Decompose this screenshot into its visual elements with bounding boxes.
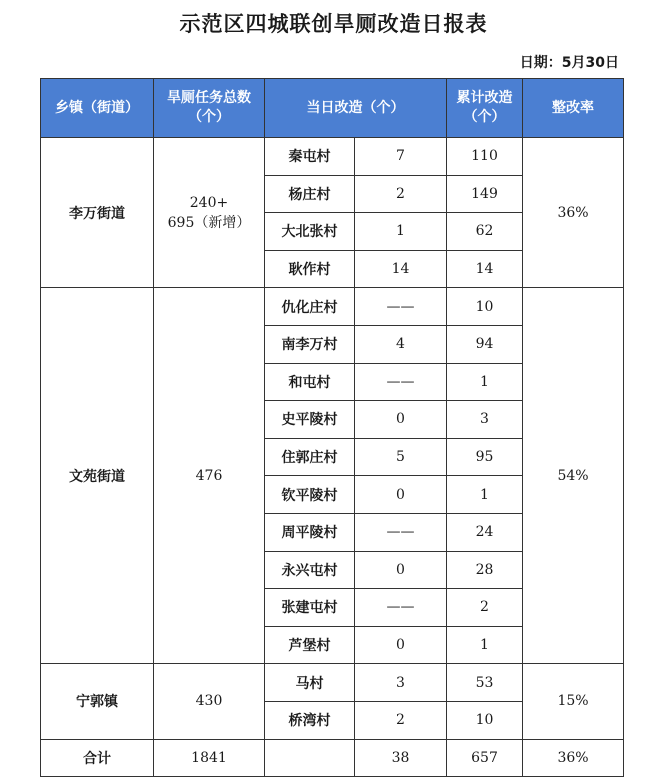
- cumulative-count-cell: 2: [447, 589, 523, 627]
- village-name-cell: 杨庄村: [265, 175, 355, 213]
- village-name-cell: 永兴屯村: [265, 551, 355, 589]
- table-row: [41, 664, 624, 702]
- village-name-cell: 史平陵村: [265, 401, 355, 439]
- cumulative-count-cell: 10: [447, 288, 523, 326]
- cumulative-count-cell: 14: [447, 250, 523, 288]
- total-task-cell: 1841: [154, 739, 265, 777]
- cumulative-count-cell: 1: [447, 363, 523, 401]
- cumulative-count-cell: 1: [447, 626, 523, 664]
- village-name-cell: 周平陵村: [265, 513, 355, 551]
- rectification-rate-cell: 15%: [523, 664, 624, 739]
- report-date: 日期：5月30日: [519, 55, 619, 71]
- header-rate: 整改率: [523, 79, 624, 138]
- daily-count-cell: 2: [355, 175, 447, 213]
- report-title: 示范区四城联创旱厕改造日报表: [179, 12, 488, 36]
- daily-count-cell: ——: [355, 363, 447, 401]
- village-name-cell: 钦平陵村: [265, 476, 355, 514]
- daily-count-cell: 0: [355, 551, 447, 589]
- task-total-cell: 430: [154, 664, 265, 739]
- total-daily-cell: 38: [355, 739, 447, 777]
- village-name-cell: 南李万村: [265, 325, 355, 363]
- total-cumulative-cell: 657: [447, 739, 523, 777]
- town-cell: 李万街道: [41, 138, 154, 288]
- daily-count-cell: 7: [355, 138, 447, 176]
- daily-count-cell: 14: [355, 250, 447, 288]
- daily-count-cell: 0: [355, 626, 447, 664]
- report-table: [40, 78, 624, 777]
- daily-count-cell: 5: [355, 438, 447, 476]
- cumulative-count-cell: 28: [447, 551, 523, 589]
- rectification-rate-cell: 54%: [523, 288, 624, 664]
- village-name-cell: 芦堡村: [265, 626, 355, 664]
- task-total-cell: 240+ 695（新增）: [154, 138, 265, 288]
- header-town: 乡镇（街道）: [41, 79, 154, 138]
- cumulative-count-cell: 53: [447, 664, 523, 702]
- cumulative-count-cell: 1: [447, 476, 523, 514]
- village-name-cell: 住郭庄村: [265, 438, 355, 476]
- town-cell: 文苑街道: [41, 288, 154, 664]
- daily-count-cell: 2: [355, 701, 447, 739]
- daily-count-cell: ——: [355, 589, 447, 627]
- daily-count-cell: ——: [355, 513, 447, 551]
- daily-count-cell: 4: [355, 325, 447, 363]
- village-name-cell: 耿作村: [265, 250, 355, 288]
- cumulative-count-cell: 110: [447, 138, 523, 176]
- table-row: [41, 138, 624, 176]
- report-body: [41, 138, 624, 777]
- total-label-cell: 合计: [41, 739, 154, 777]
- village-name-cell: 仇化庄村: [265, 288, 355, 326]
- daily-count-cell: 3: [355, 664, 447, 702]
- daily-count-cell: 1: [355, 213, 447, 251]
- total-row: [41, 739, 624, 777]
- village-name-cell: 张建屯村: [265, 589, 355, 627]
- header-daily: 当日改造（个）: [265, 79, 447, 138]
- cumulative-count-cell: 24: [447, 513, 523, 551]
- village-name-cell: 秦屯村: [265, 138, 355, 176]
- town-cell: 宁郭镇: [41, 664, 154, 739]
- table-row: [41, 288, 624, 326]
- rectification-rate-cell: 36%: [523, 138, 624, 288]
- village-name-cell: 大北张村: [265, 213, 355, 251]
- header-row: [41, 79, 624, 138]
- total-village-cell: [265, 739, 355, 777]
- daily-count-cell: 0: [355, 476, 447, 514]
- header-task-total: 旱厕任务总数 （个）: [154, 79, 265, 138]
- village-name-cell: 马村: [265, 664, 355, 702]
- village-name-cell: 和屯村: [265, 363, 355, 401]
- cumulative-count-cell: 62: [447, 213, 523, 251]
- cumulative-count-cell: 3: [447, 401, 523, 439]
- cumulative-count-cell: 149: [447, 175, 523, 213]
- cumulative-count-cell: 94: [447, 325, 523, 363]
- daily-count-cell: ——: [355, 288, 447, 326]
- task-total-cell: 476: [154, 288, 265, 664]
- header-cumulative: 累计改造 （个）: [447, 79, 523, 138]
- cumulative-count-cell: 95: [447, 438, 523, 476]
- daily-count-cell: 0: [355, 401, 447, 439]
- cumulative-count-cell: 10: [447, 701, 523, 739]
- total-rate-cell: 36%: [523, 739, 624, 777]
- village-name-cell: 桥湾村: [265, 701, 355, 739]
